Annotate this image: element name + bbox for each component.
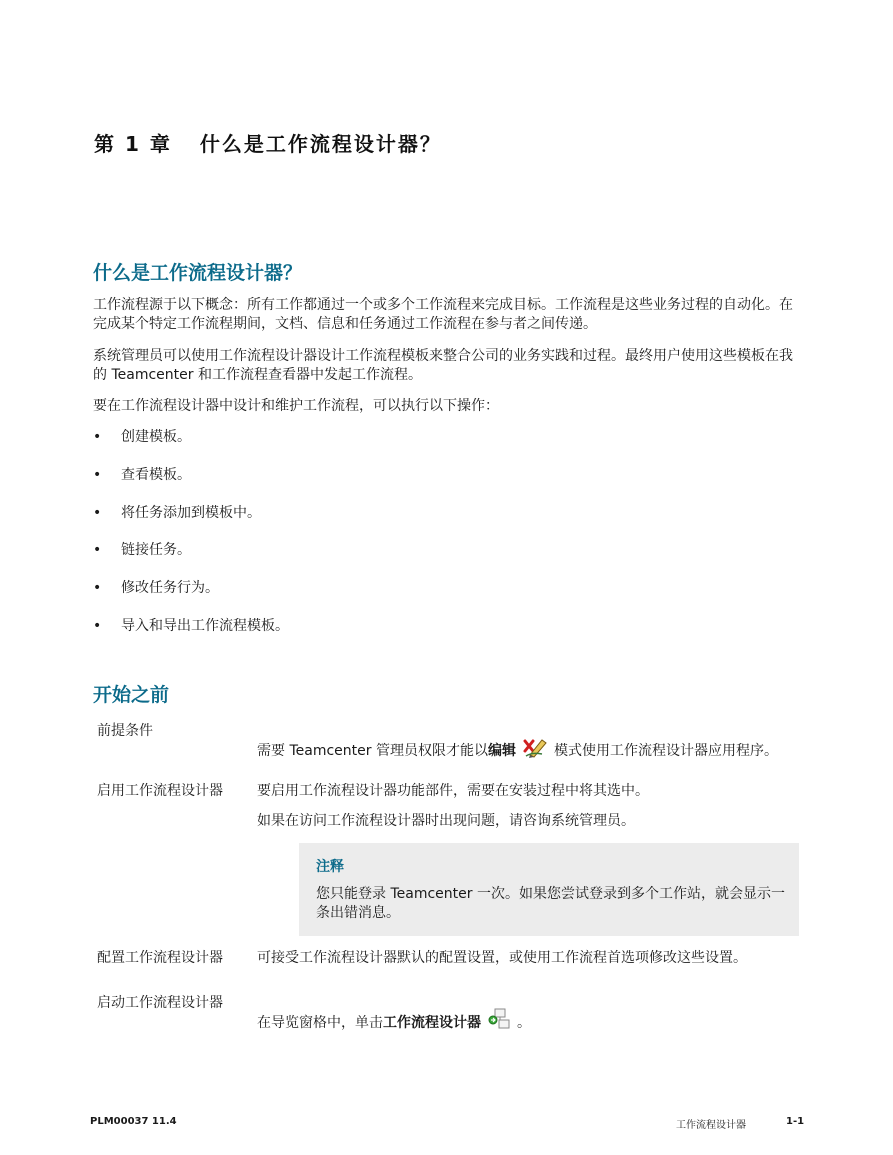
- row-text-enable-2: 如果在访问工作流程设计器时出现问题，请咨询系统管理员。: [257, 813, 635, 829]
- chapter-number: 第 1 章: [94, 132, 172, 156]
- row-text-prerequisites: [257, 737, 802, 765]
- row-label-configure: 配置工作流程设计器: [97, 950, 223, 966]
- list-item: [93, 504, 261, 523]
- section-heading-before-you-begin: 开始之前: [93, 684, 170, 706]
- footer-title: 工作流程设计器: [676, 1120, 746, 1131]
- list-item: [93, 541, 191, 560]
- prereq-text-before: 需要 Teamcenter 管理员权限才能以: [257, 743, 488, 759]
- launch-bold-workflow-designer: 工作流程设计器: [383, 1015, 481, 1031]
- bullet-symbol: •: [93, 505, 102, 521]
- note-text: 您只能登录 Teamcenter 一次。如果您尝试登录到多个工作站，就会显示一条出错消息。: [316, 886, 785, 921]
- bullet-symbol: •: [93, 618, 102, 634]
- bullet-symbol: •: [93, 542, 102, 558]
- list-item-text: 链接任务。: [121, 542, 191, 558]
- chapter-title-text: 什么是工作流程设计器？: [199, 132, 442, 156]
- workflow-designer-icon: [487, 1007, 511, 1037]
- edit-mode-icon: [522, 737, 548, 765]
- row-label-prerequisites: 前提条件: [97, 723, 153, 739]
- list-item: [93, 428, 191, 447]
- list-item-text: 查看模板。: [121, 467, 191, 483]
- list-item: [93, 579, 219, 598]
- bullet-symbol: •: [93, 467, 102, 483]
- list-item-text: 创建模板。: [121, 429, 191, 445]
- row-label-launch: 启动工作流程设计器: [97, 995, 223, 1011]
- list-item: [93, 617, 289, 636]
- footer-page-number: 1-1: [786, 1116, 805, 1127]
- note-box: [299, 843, 799, 936]
- section-heading-what-is: 什么是工作流程设计器？: [93, 262, 303, 284]
- paragraph-intro: 工作流程源于以下概念：所有工作都通过一个或多个工作流程来完成目标。工作流程是这些业务过程的自动化。在完成某个特定工作流程期间，文档、信息和任务通过工作流程在参与者之间传递。: [93, 297, 793, 332]
- list-item: [93, 466, 191, 485]
- chapter-title: [94, 128, 442, 157]
- paragraph-operations: 要在工作流程设计器中设计和维护工作流程，可以执行以下操作：: [93, 398, 499, 414]
- prereq-bold-edit: 编辑: [487, 743, 516, 759]
- list-item-text: 修改任务行为。: [121, 580, 219, 596]
- prereq-text-after: 模式使用工作流程设计器应用程序。: [553, 743, 778, 759]
- paragraph-admin: 系统管理员可以使用工作流程设计器设计工作流程模板来整合公司的业务实践和过程。最终用户使用这些模板在我的 Teamcenter 和工作流程查看器中发起工作流程。: [93, 348, 793, 383]
- bullet-symbol: •: [93, 580, 102, 596]
- row-text-configure: 可接受工作流程设计器默认的配置设置，或使用工作流程首选项修改这些设置。: [257, 950, 747, 966]
- bullet-symbol: •: [93, 429, 102, 445]
- list-item-text: 导入和导出工作流程模板。: [121, 618, 289, 634]
- launch-text-after: 。: [517, 1015, 531, 1031]
- list-item-text: 将任务添加到模板中。: [121, 505, 261, 521]
- footer-doc-id: PLM00037 11.4: [90, 1116, 177, 1127]
- row-text-launch: [257, 1007, 802, 1037]
- row-label-enable: 启用工作流程设计器: [97, 783, 223, 799]
- launch-text-before: 在导览窗格中，单击: [257, 1015, 383, 1031]
- row-text-enable-1: 要启用工作流程设计器功能部件，需要在安装过程中将其选中。: [257, 783, 649, 799]
- note-title: 注释: [316, 859, 344, 875]
